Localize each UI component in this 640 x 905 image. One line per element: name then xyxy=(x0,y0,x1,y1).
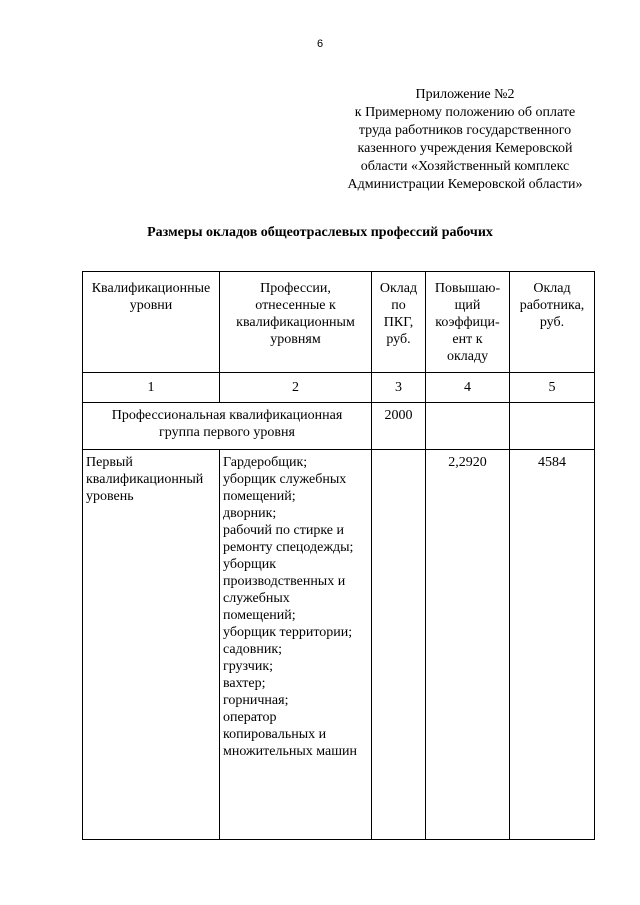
profession-line: оператор xyxy=(223,710,277,725)
profession-line: помещений; xyxy=(223,608,296,623)
header-line: Профессии, xyxy=(260,281,331,296)
column-number: 5 xyxy=(510,373,595,403)
column-number: 2 xyxy=(220,373,372,403)
header-line: ент к xyxy=(452,332,483,347)
header-line: уровни xyxy=(129,298,173,313)
group-row xyxy=(83,403,595,450)
profession-line: помещений; xyxy=(223,489,296,504)
row-coefficient: 2,2920 xyxy=(426,450,510,840)
header-line: руб. xyxy=(539,315,565,330)
level-line: Первый xyxy=(86,455,133,470)
profession-line: производственных и xyxy=(223,574,346,589)
row-base-salary xyxy=(372,450,426,840)
profession-line: вахтер; xyxy=(223,676,266,691)
header-line: Квалификационные xyxy=(91,281,211,296)
empty-cell xyxy=(426,403,510,450)
column-numbers-row xyxy=(83,373,595,403)
profession-line: садовник; xyxy=(223,642,283,657)
header-line: работника, xyxy=(519,298,585,313)
header-line: квалификационным xyxy=(236,315,355,330)
header-line: окладу xyxy=(446,349,489,364)
professions-list xyxy=(220,450,372,840)
profession-line: множительных машин xyxy=(223,744,358,759)
header-line: коэффици- xyxy=(435,315,500,330)
table-row xyxy=(83,450,595,840)
appendix-line: Администрации Кемеровской области» xyxy=(347,177,583,192)
profession-line: Гардеробщик; xyxy=(223,455,308,470)
column-number: 4 xyxy=(426,373,510,403)
column-number: 1 xyxy=(83,373,220,403)
header-line: щий xyxy=(454,298,481,313)
appendix-note xyxy=(320,86,610,194)
appendix-line: труда работников государственного xyxy=(358,123,572,138)
empty-cell xyxy=(510,403,595,450)
header-line: Оклад xyxy=(379,281,418,296)
profession-line: служебных xyxy=(223,591,290,606)
page-number: 6 xyxy=(316,38,324,50)
header-worker-salary xyxy=(510,272,595,373)
header-line: по xyxy=(391,298,406,313)
header-levels xyxy=(83,272,220,373)
profession-line: уборщик xyxy=(223,557,277,572)
appendix-line: области «Хозяйственный комплекс xyxy=(360,159,570,174)
level-line: уровень xyxy=(86,489,134,504)
header-line: ПКГ, xyxy=(383,315,414,330)
appendix-line: Приложение №2 xyxy=(415,87,515,102)
group-name-line: Профессиональная квалификационная xyxy=(111,408,343,423)
qualification-level xyxy=(83,450,220,840)
salary-table xyxy=(82,271,595,840)
group-name xyxy=(83,403,372,450)
level-line: квалификационный xyxy=(86,472,204,487)
profession-line: рабочий по стирке и xyxy=(223,523,344,538)
document-title: Размеры окладов общеотраслевых профессий рабочих xyxy=(147,225,493,240)
profession-line: дворник; xyxy=(223,506,277,521)
header-line: уровням xyxy=(270,332,321,347)
table-header-row xyxy=(83,272,595,373)
profession-line: ремонту спецодежды; xyxy=(223,540,354,555)
appendix-line: казенного учреждения Кемеровской xyxy=(357,141,573,156)
profession-line: горничная; xyxy=(223,693,289,708)
row-worker-salary: 4584 xyxy=(510,450,595,840)
group-name-line: группа первого уровня xyxy=(159,425,295,440)
profession-line: грузчик; xyxy=(223,659,274,674)
header-base-salary xyxy=(372,272,426,373)
appendix-line: к Примерному положению об оплате xyxy=(354,105,576,120)
profession-line: копировальных и xyxy=(223,727,327,742)
header-line: Повышаю- xyxy=(434,281,501,296)
header-professions xyxy=(220,272,372,373)
header-line: отнесенные к xyxy=(255,298,336,313)
profession-line: уборщик территории; xyxy=(223,625,353,640)
profession-line: уборщик служебных xyxy=(223,472,347,487)
header-line: руб. xyxy=(386,332,411,347)
header-coefficient xyxy=(426,272,510,373)
header-line: Оклад xyxy=(533,281,571,296)
column-number: 3 xyxy=(372,373,426,403)
group-base-salary: 2000 xyxy=(372,403,426,450)
